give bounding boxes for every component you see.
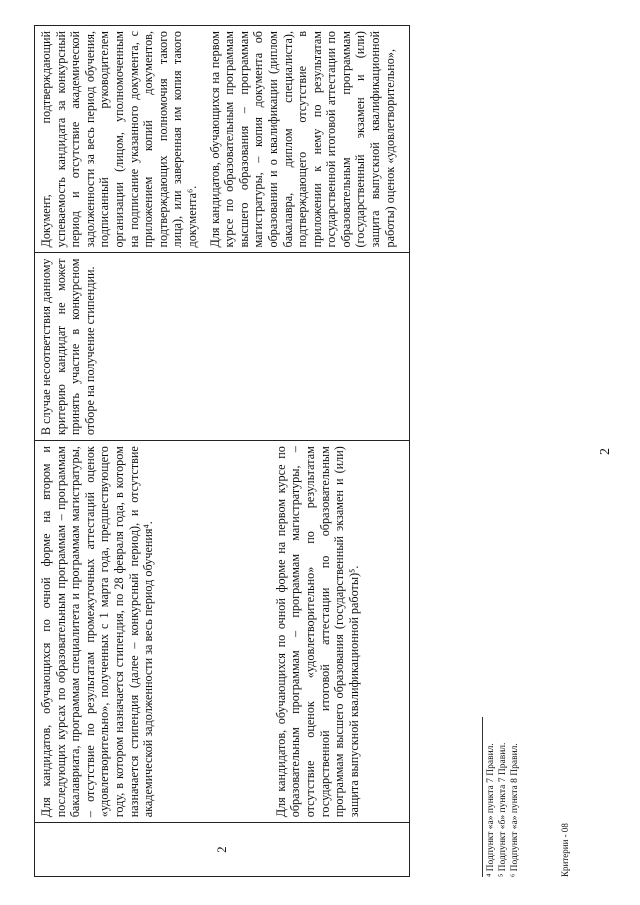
documents-paragraph-2: Для кандидатов, обучающихся на первом курсе по образовательным программам высшего образования – программам магистратуры, – копия документа об образовании и о квалификации (диплом бакалавра, диплом специалиста), подтверждающего отсутствие в приложении к нему по результатам государственной итоговой аттестации по образовательным программам (государственный экзамен и (или) защита выпускной квалификационной работы) оценок «удовлетворительно»,: [207, 31, 397, 248]
criterion-note: В случае несоответствия данному критерию кандидат не может принять участие в конкурсном отборе на получение стипендии.: [39, 258, 97, 436]
criterion-description-paragraph-1: Для кандидатов, обучающихся по очной форме на втором и последующих курсах по образовательным программам – программам бакалавриата, программам специалитета и программам магистратуры, – отсутствие по результатам промежуточных аттестаций оценок «удовлетворительно», полученных с 1 марта года, предшествующего году, в котором назначается стипендия, по 28 февраля года, в котором назначается стипендия (далее – конкурсный период), и отсутствие академической задолженности за весь период обучения⁴.: [39, 446, 156, 818]
row-number: 2: [35, 823, 410, 877]
table-row: [35, 26, 410, 877]
footnote-6: ⁶ Подпункт «а» пункта 8 Правил.: [510, 743, 520, 877]
footnote-5: ⁵ Подпункт «б» пункта 7 Правил.: [498, 742, 508, 877]
documents-paragraph-1: Документ, подтверждающий успеваемость кандидата за конкурсный период и отсутствие академической задолженности за весь период обучения, подписанный руководителем организации (лицом, уполномоченным на подписание указанного документа, с приложением копий документов, подтверждающих полномочия такого лица), или заверенная им копия такого документа⁶.: [39, 31, 199, 248]
page-footer: Критерии - 08: [560, 823, 570, 877]
paragraph-spacer: [164, 446, 274, 817]
criterion-description-cell: [35, 441, 410, 823]
criterion-description-paragraph-2: Для кандидатов, обучающихся по очной форме на первом курсе по образовательным программам – программам магистратуры, – отсутствие оценок «удовлетворительно» по результатам государственной итоговой аттестации по образовательным программам высшего образования (государственный экзамен и (или) защита выпускной квалификационной работы)⁵.: [273, 446, 361, 818]
footnotes: [482, 457, 521, 877]
footnote-divider: [482, 717, 483, 877]
page-number: 2: [598, 448, 613, 455]
documents-cell: [35, 26, 410, 254]
criteria-table: [34, 25, 410, 877]
criterion-note-cell: [35, 253, 410, 441]
footnote-4: ⁴ Подпункт «а» пункта 7 Правил.: [486, 743, 496, 877]
